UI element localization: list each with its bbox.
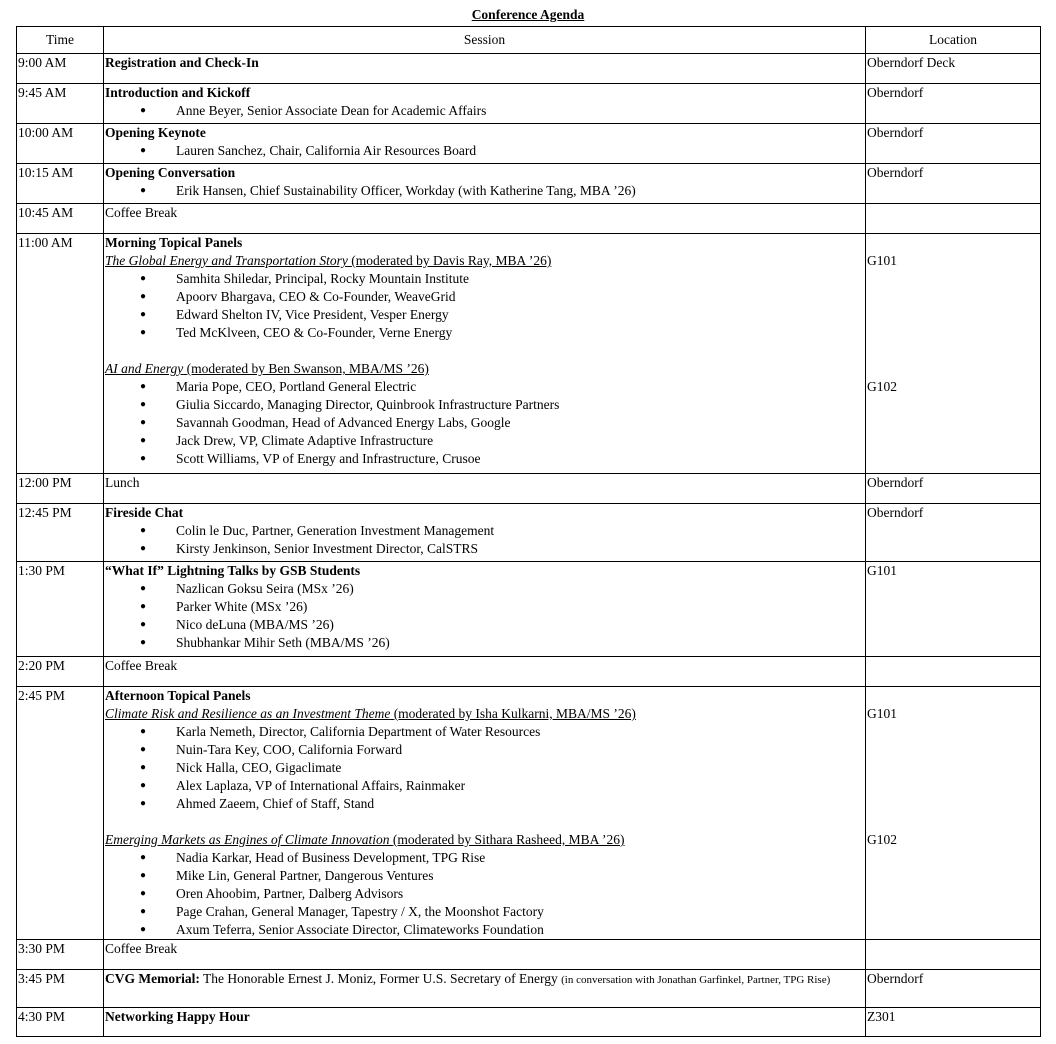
session-title: Registration and Check-In bbox=[105, 55, 259, 70]
location-cell: Oberndorf bbox=[866, 474, 1041, 504]
panel-heading bbox=[105, 360, 864, 378]
location-cell: Oberndorf bbox=[866, 124, 1041, 164]
time-cell: 3:45 PM bbox=[17, 970, 104, 1008]
session-title: Networking Happy Hour bbox=[105, 1009, 250, 1024]
panel-name: Emerging Markets as Engines of Climate Innovation bbox=[105, 832, 390, 847]
session-title: Lunch bbox=[105, 475, 140, 490]
session-title: CVG Memorial: bbox=[105, 971, 200, 986]
speaker-item: ● Scott Williams, VP of Energy and Infrastructure, Crusoe bbox=[105, 450, 864, 468]
time-cell: 3:30 PM bbox=[17, 940, 104, 970]
location-cell bbox=[866, 657, 1041, 687]
speaker-list bbox=[105, 102, 864, 120]
session-cell bbox=[104, 164, 866, 204]
location-cell: Oberndorf bbox=[866, 504, 1041, 562]
speaker-item: ● Nadia Karkar, Head of Business Development, TPG Rise bbox=[105, 849, 864, 867]
location-cell: Oberndorf Deck bbox=[866, 54, 1041, 84]
session-cell bbox=[104, 234, 866, 474]
panel-heading bbox=[105, 252, 864, 270]
session-cell bbox=[104, 54, 866, 84]
session-title: Opening Conversation bbox=[105, 165, 236, 180]
location-cell bbox=[866, 234, 1041, 474]
session-title: Coffee Break bbox=[105, 205, 178, 220]
speaker-list bbox=[105, 723, 864, 813]
speaker-item: ● Nico deLuna (MBA/MS ’26) bbox=[105, 616, 864, 634]
panel-moderator: (moderated by Davis Ray, MBA ’26) bbox=[351, 253, 552, 268]
agenda-row bbox=[17, 657, 1041, 687]
speaker-item: ● Mike Lin, General Partner, Dangerous Ventures bbox=[105, 867, 864, 885]
speaker-item: ● Karla Nemeth, Director, California Department of Water Resources bbox=[105, 723, 864, 741]
session-cell bbox=[104, 970, 866, 1008]
panel-name: Climate Risk and Resilience as an Investment Theme bbox=[105, 706, 391, 721]
speaker-list bbox=[105, 849, 864, 939]
header-row bbox=[17, 27, 1041, 54]
speaker-list bbox=[105, 378, 864, 468]
speaker-item: ● Axum Teferra, Senior Associate Director, Climateworks Foundation bbox=[105, 921, 864, 939]
speaker-item: ● Nick Halla, CEO, Gigaclimate bbox=[105, 759, 864, 777]
time-cell: 1:30 PM bbox=[17, 562, 104, 657]
speaker-item: ● Oren Ahoobim, Partner, Dalberg Advisors bbox=[105, 885, 864, 903]
session-title: Opening Keynote bbox=[105, 125, 206, 140]
time-header: Time bbox=[17, 27, 104, 54]
agenda-row bbox=[17, 1008, 1041, 1037]
speaker-item: ● Alex Laplaza, VP of International Affairs, Rainmaker bbox=[105, 777, 864, 795]
location-cell: G101 bbox=[866, 562, 1041, 657]
session-cell bbox=[104, 657, 866, 687]
agenda-row bbox=[17, 474, 1041, 504]
session-cell bbox=[104, 504, 866, 562]
session-title: Introduction and Kickoff bbox=[105, 85, 251, 100]
speaker-item: ● Lauren Sanchez, Chair, California Air Resources Board bbox=[105, 142, 864, 160]
speaker-item: ● Apoorv Bhargava, CEO & Co-Founder, WeaveGrid bbox=[105, 288, 864, 306]
panel-heading bbox=[105, 705, 864, 723]
speaker-item: ● Anne Beyer, Senior Associate Dean for Academic Affairs bbox=[105, 102, 864, 120]
agenda-row bbox=[17, 504, 1041, 562]
session-cell bbox=[104, 562, 866, 657]
speaker-item: ● Samhita Shiledar, Principal, Rocky Mountain Institute bbox=[105, 270, 864, 288]
location-cell: Oberndorf bbox=[866, 84, 1041, 124]
time-cell: 12:45 PM bbox=[17, 504, 104, 562]
panel-name: AI and Energy bbox=[105, 361, 184, 376]
time-cell: 12:00 PM bbox=[17, 474, 104, 504]
session-title: Afternoon Topical Panels bbox=[105, 688, 251, 703]
location-cell bbox=[866, 687, 1041, 940]
agenda-row bbox=[17, 687, 1041, 940]
panel-moderator: (moderated by Sithara Rasheed, MBA ’26) bbox=[392, 832, 625, 847]
agenda-row bbox=[17, 54, 1041, 84]
session-cell bbox=[104, 124, 866, 164]
speaker-item: ● Savannah Goodman, Head of Advanced Energy Labs, Google bbox=[105, 414, 864, 432]
panel-heading bbox=[105, 831, 864, 849]
agenda-row bbox=[17, 84, 1041, 124]
speaker-item: ● Colin le Duc, Partner, Generation Investment Management bbox=[105, 522, 864, 540]
session-note: (in conversation with Jonathan Garfinkel, Partner, TPG Rise) bbox=[561, 974, 831, 986]
session-cell bbox=[104, 687, 866, 940]
session-cell bbox=[104, 1008, 866, 1037]
session-detail: The Honorable Ernest J. Moniz, Former U.S. Secretary of Energy bbox=[199, 971, 562, 986]
session-title: Morning Topical Panels bbox=[105, 235, 243, 250]
agenda-row bbox=[17, 970, 1041, 1008]
location-cell: Z301 bbox=[866, 1008, 1041, 1037]
session-cell bbox=[104, 474, 866, 504]
speaker-list bbox=[105, 270, 864, 342]
speaker-item: ● Ahmed Zaeem, Chief of Staff, Stand bbox=[105, 795, 864, 813]
page-title: Conference Agenda bbox=[471, 7, 585, 22]
speaker-item: ● Edward Shelton IV, Vice President, Vesper Energy bbox=[105, 306, 864, 324]
panel-location: G102 bbox=[867, 379, 897, 394]
speaker-item: ● Nazlican Goksu Seira (MSx ’26) bbox=[105, 580, 864, 598]
speaker-list bbox=[105, 522, 864, 558]
session-cell bbox=[104, 84, 866, 124]
time-cell: 2:45 PM bbox=[17, 687, 104, 940]
time-cell: 10:15 AM bbox=[17, 164, 104, 204]
session-cell bbox=[104, 940, 866, 970]
speaker-item: ● Nuin-Tara Key, COO, California Forward bbox=[105, 741, 864, 759]
agenda-row bbox=[17, 234, 1041, 474]
speaker-list bbox=[105, 142, 864, 160]
speaker-item: ● Maria Pope, CEO, Portland General Electric bbox=[105, 378, 864, 396]
session-title: Fireside Chat bbox=[105, 505, 184, 520]
agenda-row bbox=[17, 124, 1041, 164]
speaker-item: ● Ted McKlveen, CEO & Co-Founder, Verne Energy bbox=[105, 324, 864, 342]
speaker-item: ● Jack Drew, VP, Climate Adaptive Infrastructure bbox=[105, 432, 864, 450]
speaker-item: ● Giulia Siccardo, Managing Director, Quinbrook Infrastructure Partners bbox=[105, 396, 864, 414]
speaker-item: ● Shubhankar Mihir Seth (MBA/MS ’26) bbox=[105, 634, 864, 652]
session-title: Coffee Break bbox=[105, 941, 178, 956]
session-title: “What If” Lightning Talks by GSB Students bbox=[105, 563, 361, 578]
speaker-item: ● Page Crahan, General Manager, Tapestry / X, the Moonshot Factory bbox=[105, 903, 864, 921]
agenda-row bbox=[17, 940, 1041, 970]
panel-location: G101 bbox=[867, 706, 897, 721]
session-title: Coffee Break bbox=[105, 658, 178, 673]
time-cell: 9:00 AM bbox=[17, 54, 104, 84]
time-cell: 11:00 AM bbox=[17, 234, 104, 474]
speaker-list bbox=[105, 580, 864, 652]
panel-location: G101 bbox=[867, 253, 897, 268]
speaker-list bbox=[105, 182, 864, 200]
speaker-item: ● Kirsty Jenkinson, Senior Investment Director, CalSTRS bbox=[105, 540, 864, 558]
panel-name: The Global Energy and Transportation Story bbox=[105, 253, 348, 268]
agenda-row bbox=[17, 204, 1041, 234]
panel-moderator: (moderated by Ben Swanson, MBA/MS ’26) bbox=[186, 361, 429, 376]
location-cell bbox=[866, 204, 1041, 234]
location-header: Location bbox=[866, 27, 1041, 54]
time-cell: 4:30 PM bbox=[17, 1008, 104, 1037]
location-cell bbox=[866, 940, 1041, 970]
time-cell: 2:20 PM bbox=[17, 657, 104, 687]
session-cell bbox=[104, 204, 866, 234]
panel-moderator: (moderated by Isha Kulkarni, MBA/MS ’26) bbox=[393, 706, 636, 721]
session-header: Session bbox=[104, 27, 866, 54]
time-cell: 9:45 AM bbox=[17, 84, 104, 124]
time-cell: 10:00 AM bbox=[17, 124, 104, 164]
agenda-row bbox=[17, 164, 1041, 204]
location-cell: Oberndorf bbox=[866, 970, 1041, 1008]
agenda-table bbox=[16, 26, 1041, 1037]
agenda-row bbox=[17, 562, 1041, 657]
speaker-item: ● Erik Hansen, Chief Sustainability Officer, Workday (with Katherine Tang, MBA ’26) bbox=[105, 182, 864, 200]
speaker-item: ● Parker White (MSx ’26) bbox=[105, 598, 864, 616]
location-cell: Oberndorf bbox=[866, 164, 1041, 204]
time-cell: 10:45 AM bbox=[17, 204, 104, 234]
panel-location: G102 bbox=[867, 832, 897, 847]
